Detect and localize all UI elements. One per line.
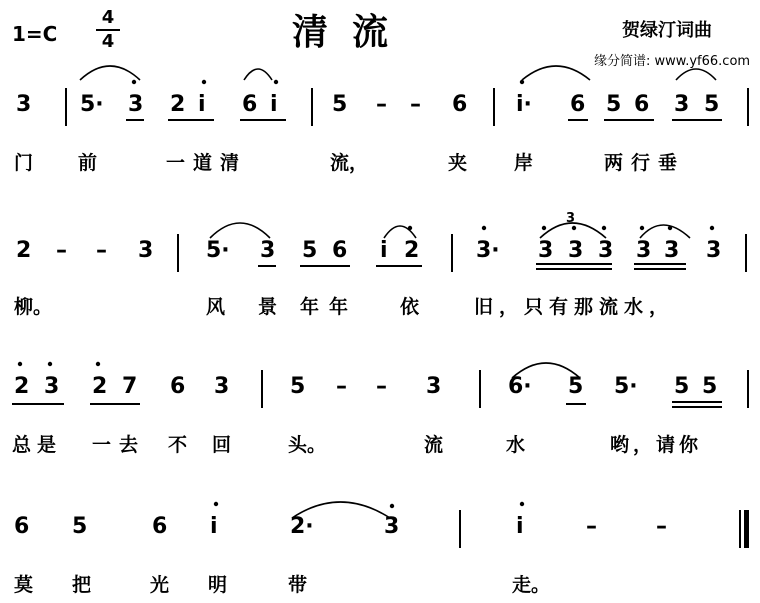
lyric: 光 <box>150 574 170 596</box>
octave-dot <box>602 226 606 230</box>
note: 3 <box>16 92 32 117</box>
lyric: 水 <box>506 434 526 456</box>
note: 3 <box>426 374 442 399</box>
note: 3 <box>538 238 554 263</box>
note: 6 <box>152 514 168 539</box>
note: 5 <box>674 374 690 399</box>
note: 5 <box>606 92 622 117</box>
lyric: 总是 <box>12 434 63 456</box>
octave-dot <box>408 226 412 230</box>
lyric: 把 <box>72 574 92 596</box>
lyric: 柳。 <box>14 296 53 318</box>
meter-bottom: 4 <box>101 31 115 52</box>
octave-dot <box>96 362 100 366</box>
slur <box>676 69 716 80</box>
note: 2 <box>92 374 108 399</box>
note: 3 <box>260 238 276 263</box>
dash: – <box>376 374 387 399</box>
note: 3· <box>476 238 500 263</box>
note: 6 <box>570 92 586 117</box>
octave-dot <box>572 226 576 230</box>
note: i <box>516 514 524 539</box>
dash: – <box>376 92 387 117</box>
note: 3 <box>384 514 400 539</box>
octave-dot <box>214 502 218 506</box>
note: 2 <box>170 92 186 117</box>
note: 3 <box>706 238 722 263</box>
lyric: 夹 <box>448 152 468 174</box>
note: i <box>270 92 278 117</box>
octave-dot <box>520 502 524 506</box>
octave-dot <box>482 226 486 230</box>
lyric: 带 <box>288 574 308 596</box>
note: 5 <box>704 92 720 117</box>
note: 3 <box>568 238 584 263</box>
key-signature: 1=C <box>12 22 58 46</box>
octave-dot <box>542 226 546 230</box>
note: i· <box>516 92 532 117</box>
note: i <box>380 238 388 263</box>
note: 6 <box>452 92 468 117</box>
octave-dot <box>668 226 672 230</box>
note: 6 <box>14 514 30 539</box>
dash: – <box>56 238 67 263</box>
lyric: 莫 <box>14 574 34 596</box>
note: 2 <box>16 238 32 263</box>
lyric: 门 <box>14 152 34 174</box>
octave-dot <box>520 80 524 84</box>
note: 3 <box>674 92 690 117</box>
note: 3 <box>44 374 60 399</box>
dash: – <box>656 514 667 539</box>
octave-dot <box>390 504 394 508</box>
lyric: 流 <box>424 434 444 456</box>
note: 6 <box>332 238 348 263</box>
note: 6 <box>242 92 258 117</box>
note: 5 <box>702 374 718 399</box>
octave-dot <box>132 80 136 84</box>
slur <box>640 225 690 238</box>
note: 5 <box>290 374 306 399</box>
note: 3 <box>128 92 144 117</box>
dash: – <box>410 92 421 117</box>
slur <box>210 223 270 238</box>
lyric: 一道清 <box>166 152 248 174</box>
octave-dot <box>710 226 714 230</box>
lyric: 依 <box>400 296 420 318</box>
dash: – <box>586 514 597 539</box>
note: 6 <box>634 92 650 117</box>
note: 7 <box>122 374 138 399</box>
note: 5 <box>302 238 318 263</box>
slur <box>522 66 590 80</box>
lyric: 景 <box>258 296 278 318</box>
note: i <box>210 514 218 539</box>
octave-dot <box>18 362 22 366</box>
lyric: 明 <box>208 574 228 596</box>
dash: – <box>96 238 107 263</box>
note: i <box>198 92 206 117</box>
lyric: 回 <box>212 434 232 456</box>
song-title: 清流 <box>292 12 413 53</box>
octave-dot <box>640 226 644 230</box>
lyric: 流， <box>330 152 369 174</box>
octave-dot <box>48 362 52 366</box>
lyric: 风 <box>206 296 226 318</box>
lyric: 一去 <box>92 434 147 456</box>
note: 2 <box>14 374 30 399</box>
note: 2· <box>290 514 314 539</box>
note: 3 <box>138 238 154 263</box>
note: 6· <box>508 374 532 399</box>
lyric: 年年 <box>300 296 359 318</box>
note: 3 <box>636 238 652 263</box>
note: 3 <box>214 374 230 399</box>
meter-top: 4 <box>101 7 115 28</box>
composer-credit: 贺绿汀词曲 <box>622 20 712 41</box>
dash: – <box>336 374 347 399</box>
octave-dot <box>274 80 278 84</box>
note: 6 <box>170 374 186 399</box>
lyric: 岸 <box>514 152 534 174</box>
lyric: 走。 <box>512 574 551 596</box>
note: 5· <box>206 238 230 263</box>
note: 5· <box>80 92 104 117</box>
lyric: 不 <box>168 434 188 456</box>
note: 3 <box>598 238 614 263</box>
note: 2 <box>404 238 420 263</box>
note: 5 <box>72 514 88 539</box>
note: 5· <box>614 374 638 399</box>
note: 5 <box>568 374 584 399</box>
source-credit: 缘分简谱: www.yf66.com <box>594 54 751 69</box>
lyric: 前 <box>78 152 98 174</box>
lyric: 旧，只有那流水， <box>474 296 675 318</box>
lyric: 两行垂 <box>604 152 686 174</box>
note: 5 <box>332 92 348 117</box>
note: 3 <box>664 238 680 263</box>
lyric: 哟，请你 <box>610 434 703 456</box>
slur <box>80 66 140 80</box>
final-bar <box>744 510 749 548</box>
triplet-mark: 3 <box>566 211 576 226</box>
lyric: 头。 <box>288 434 327 456</box>
slur <box>244 69 272 80</box>
octave-dot <box>202 80 206 84</box>
